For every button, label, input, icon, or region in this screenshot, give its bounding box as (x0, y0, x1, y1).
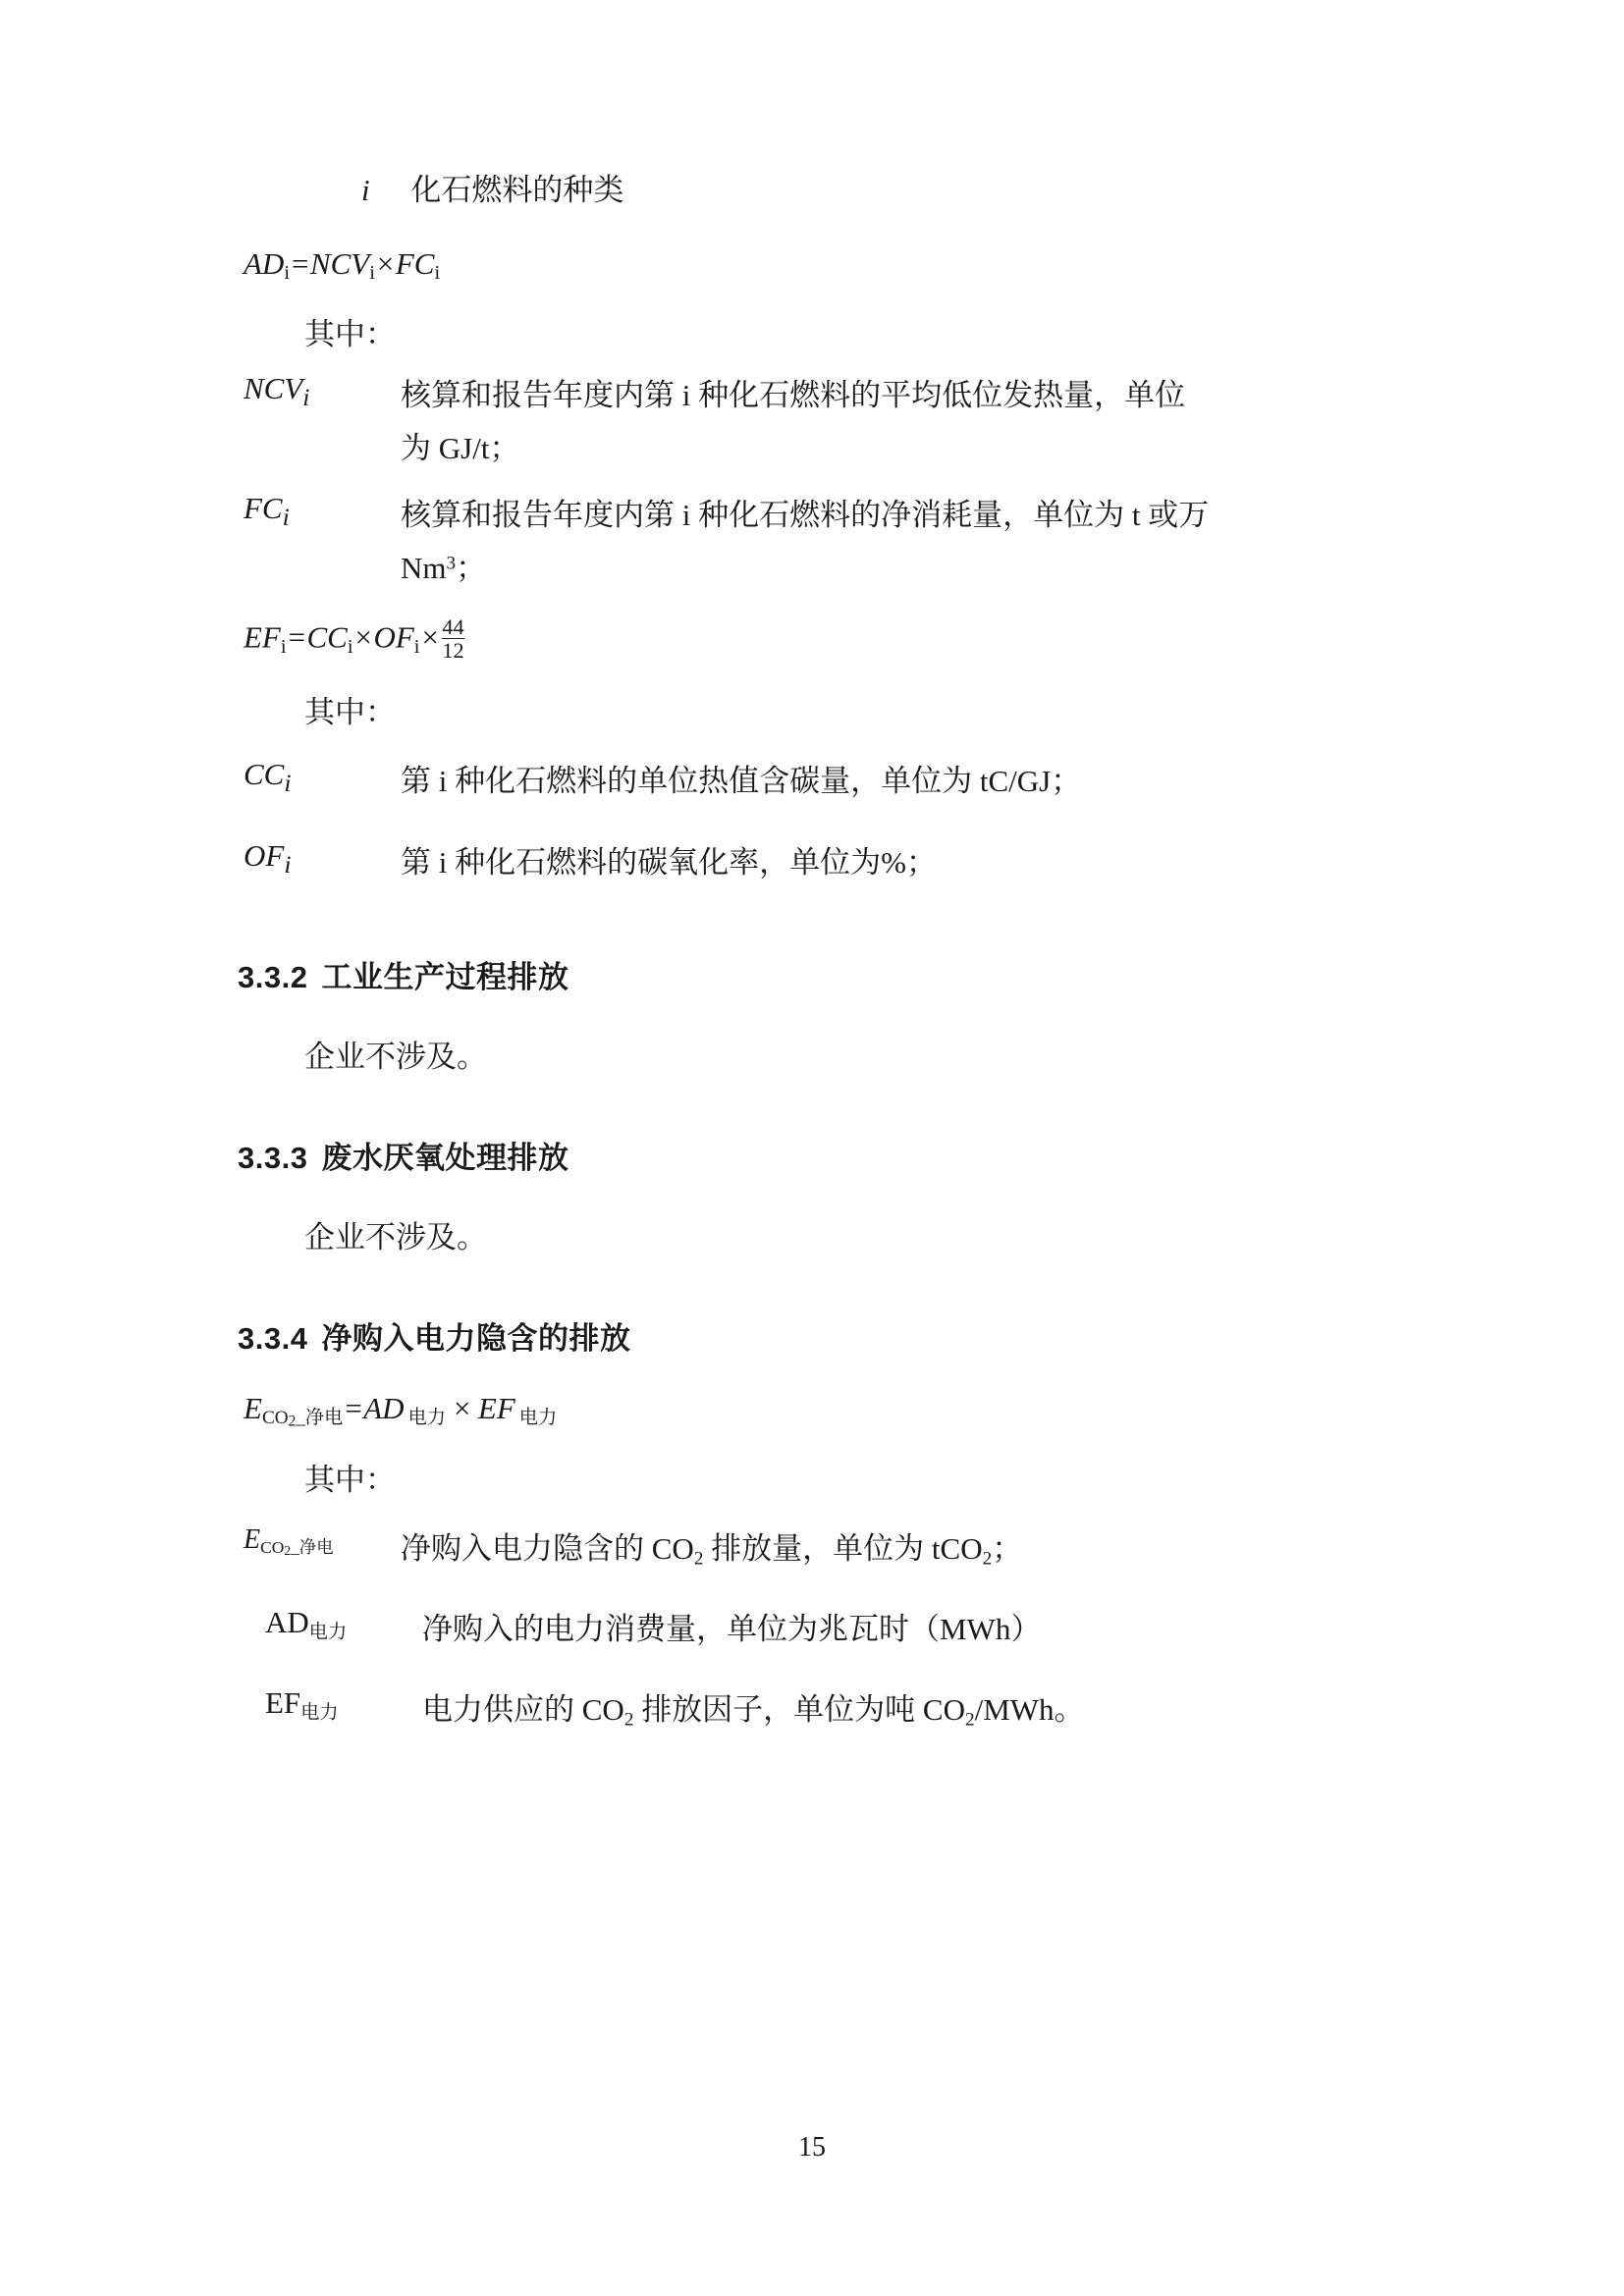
fc-sub: i (282, 503, 290, 532)
definition-ad-electricity (244, 1603, 1402, 1656)
e-desc-sub2: 2 (982, 1548, 993, 1570)
e-symbol-sub (260, 1538, 333, 1557)
symbol-i: i (361, 173, 370, 207)
definition-fc-term (244, 489, 401, 532)
e-sub-co: CO (260, 1537, 285, 1557)
ef-desc-part1: 电力供应的 CO (422, 1692, 624, 1728)
formula-e-symbol: E (244, 1390, 262, 1425)
definition-cc (244, 755, 1402, 808)
formula-e-sub-net: _净电 (296, 1408, 344, 1429)
formula-ef-times: × (419, 619, 441, 655)
ncv-desc-line2: 为 GJ/t； (401, 430, 520, 465)
formula-ef-fraction (442, 615, 463, 663)
e-desc-part3: ； (992, 1530, 1023, 1566)
definition-e-electricity (244, 1522, 1402, 1575)
formula-e-sub-co-2: 2 (288, 1413, 297, 1430)
e-sub-net: _净电 (291, 1537, 334, 1557)
definition-cc-term (244, 755, 401, 798)
definition-ef-term (244, 1683, 422, 1724)
definition-of (244, 836, 1402, 889)
fraction-denominator: 12 (442, 637, 464, 663)
ef-desc-sub2: 2 (965, 1709, 975, 1731)
formula-e-ef-sub: 电力 (518, 1408, 558, 1429)
page-number: 15 (798, 2132, 826, 2163)
qizhong-label-2: 其中： (304, 695, 396, 730)
definition-ef-body (422, 1683, 1402, 1736)
qizhong-label-3: 其中： (304, 1462, 396, 1497)
definition-cc-body: 第 i 种化石燃料的单位热值含碳量，单位为 tC/GJ； (401, 764, 1082, 799)
heading-3-3-2-number: 3.3.2 (238, 959, 308, 994)
ncv-sub: i (302, 382, 310, 411)
formula-e-ad-sub: 电力 (407, 1408, 446, 1429)
definition-of-body: 第 i 种化石燃料的碳氧化率，单位为%； (401, 844, 937, 880)
definition-ncv (244, 369, 1402, 476)
formula-e-sub-co-text: CO (261, 1408, 289, 1429)
definition-e-term (244, 1522, 401, 1560)
formula-ad-sub2: i (369, 262, 375, 285)
definition-fc (244, 489, 1402, 596)
heading-3-3-4-number: 3.3.4 (238, 1320, 308, 1356)
formula-ef-sub2: i (347, 635, 353, 658)
e-desc-part1: 净购入电力隐含的 CO (401, 1530, 694, 1566)
definition-ad-term (244, 1603, 422, 1643)
definition-ad-body: 净购入的电力消费量，单位为兆瓦时（MWh） (422, 1612, 1042, 1647)
e-desc-part2: 排放量，单位为 tCO (703, 1530, 983, 1566)
formula-e-ef: EF (477, 1390, 515, 1425)
formula-ef-part2: =CC (286, 619, 348, 655)
definition-fc-body (401, 489, 1402, 596)
formula-ad-part2: =NCV (290, 246, 370, 281)
heading-3-3-3-text: 废水厌氧处理排放 (321, 1140, 569, 1175)
cc-symbol: CC (244, 757, 285, 792)
fc-unit-nm: Nm (401, 551, 447, 586)
formula-ad-part1: AD (244, 246, 285, 281)
formula-ad (244, 248, 1402, 284)
ncv-symbol: NCV (244, 370, 303, 405)
e-symbol: E (244, 1523, 261, 1555)
formula-e-eq-ad: =AD (343, 1390, 405, 1425)
paragraph-3-3-3: 企业不涉及。 (304, 1219, 487, 1255)
ef-desc-sub1: 2 (623, 1709, 634, 1731)
ad-symbol: AD (265, 1605, 309, 1640)
formula-e-times: × (452, 1390, 472, 1425)
formula-ad-part3: ×FC (374, 246, 435, 281)
heading-3-3-4-text: 净购入电力隐含的排放 (321, 1320, 631, 1356)
cc-sub: i (284, 769, 292, 798)
paragraph-3-3-2: 企业不涉及。 (304, 1039, 487, 1074)
formula-e-sub-co (262, 1408, 343, 1428)
definition-ef-electricity (244, 1683, 1402, 1736)
heading-3-3-3-number: 3.3.3 (238, 1140, 308, 1175)
ef-desc-part3: /MWh。 (974, 1692, 1085, 1728)
ef-symbol-sub: 电力 (300, 1702, 339, 1724)
fraction-numerator: 44 (442, 614, 464, 639)
definition-ncv-term (244, 369, 401, 412)
formula-ad-sub3: i (434, 262, 441, 285)
heading-3-3-2 (238, 952, 1402, 996)
ef-symbol: EF (265, 1685, 301, 1721)
definition-of-term (244, 836, 401, 880)
definition-i-text: 化石燃料的种类 (410, 173, 624, 207)
fc-desc-line2 (401, 542, 1402, 595)
formula-ad-sub1: i (284, 262, 291, 285)
ad-symbol-sub: 电力 (308, 1622, 348, 1643)
ef-desc-part2: 排放因子，单位为吨 CO (633, 1692, 966, 1728)
formula-ef-part1: EF (244, 619, 281, 655)
fc-desc-line1: 核算和报告年度内第 i 种化石燃料的净消耗量，单位为 t 或万 (401, 498, 1210, 533)
definition-ncv-body (401, 369, 1402, 476)
fc-symbol: FC (244, 491, 283, 526)
formula-ef-sub1: i (280, 635, 287, 658)
e-sub-2: 2 (284, 1543, 292, 1559)
qizhong-label-1: 其中： (304, 316, 396, 351)
of-symbol: OF (244, 837, 285, 873)
page-content (238, 173, 1402, 1737)
fc-unit-end: ； (456, 551, 487, 586)
e-desc-sub1: 2 (693, 1548, 704, 1570)
definition-i (361, 175, 1402, 205)
of-sub: i (284, 849, 292, 879)
definition-e-body (401, 1522, 1402, 1575)
heading-3-3-3 (238, 1133, 1402, 1177)
heading-3-3-2-text: 工业生产过程排放 (321, 959, 569, 994)
heading-3-3-4 (238, 1313, 1402, 1358)
fc-unit-exp: 3 (446, 553, 457, 574)
formula-ef (244, 615, 1402, 663)
ncv-desc-line1: 核算和报告年度内第 i 种化石燃料的平均低位发热量，单位 (401, 377, 1186, 412)
formula-ef-part3: ×OF (352, 619, 414, 655)
formula-ef-sub3: i (413, 635, 420, 658)
formula-e-electricity (244, 1390, 1402, 1430)
